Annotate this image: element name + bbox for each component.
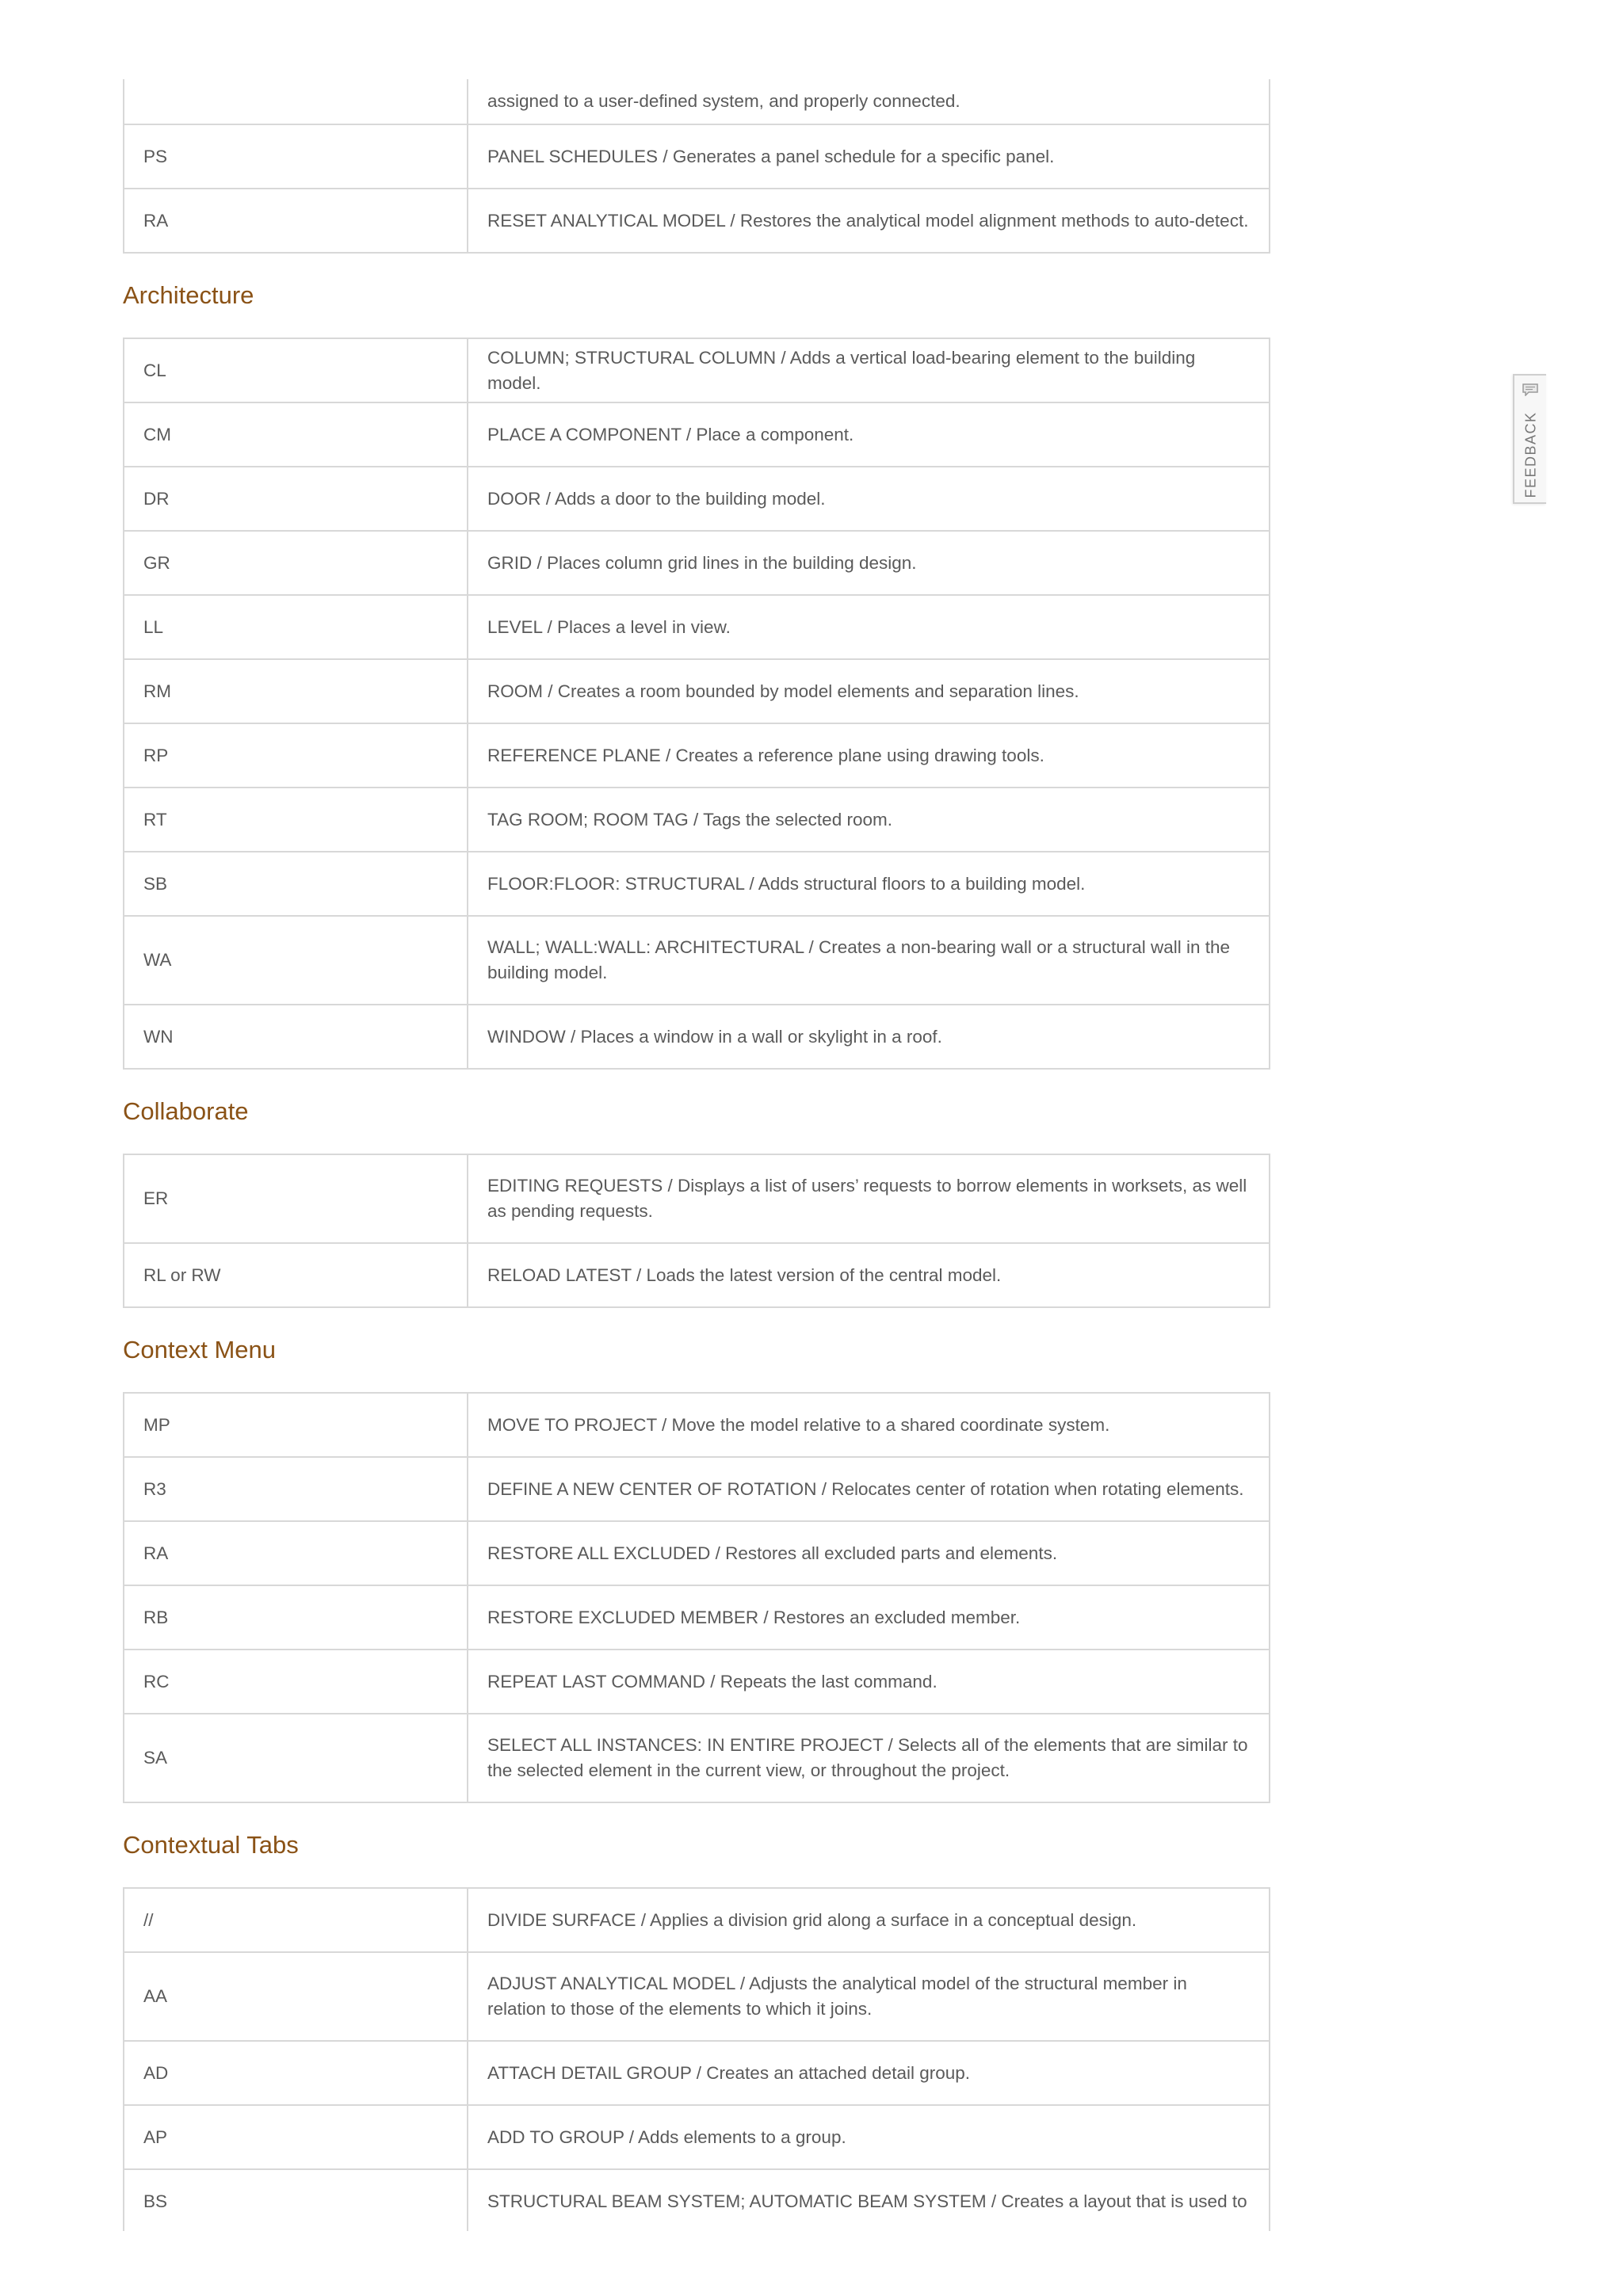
shortcut-description: ADJUST ANALYTICAL MODEL / Adjusts the analytical model of the structural member in relation to those of the elements to which it joins. (468, 1952, 1270, 2041)
table-row (124, 2041, 1270, 2105)
table-row (124, 79, 1270, 124)
shortcut-description: RESTORE ALL EXCLUDED / Restores all excluded parts and elements. (468, 1521, 1270, 1585)
shortcut-description: GRID / Places column grid lines in the building design. (468, 531, 1270, 595)
shortcut-key: // (124, 1888, 468, 1952)
table-row (124, 1714, 1270, 1802)
table-row (124, 2105, 1270, 2169)
shortcut-key: CL (124, 338, 468, 402)
shortcut-key: RL or RW (124, 1243, 468, 1307)
shortcut-key: RB (124, 1585, 468, 1650)
table-row (124, 124, 1270, 189)
section-title-context-menu: Context Menu (123, 1336, 276, 1363)
shortcut-key: WN (124, 1005, 468, 1069)
shortcut-key: MP (124, 1393, 468, 1457)
shortcut-description: STRUCTURAL BEAM SYSTEM; AUTOMATIC BEAM SYSTEM / Creates a layout that is used to (468, 2169, 1270, 2231)
shortcut-description: ROOM / Creates a room bounded by model elements and separation lines. (468, 659, 1270, 723)
speech-bubble-icon (1522, 383, 1538, 396)
shortcut-description: DIVIDE SURFACE / Applies a division grid along a surface in a conceptual design. (468, 1888, 1270, 1952)
table-row (124, 1521, 1270, 1585)
shortcut-key: RM (124, 659, 468, 723)
feedback-label: FEEDBACK (1522, 411, 1539, 498)
partial-shortcut-table (123, 79, 1270, 254)
table-row (124, 595, 1270, 659)
table-row (124, 723, 1270, 788)
shortcut-key: WA (124, 916, 468, 1005)
shortcut-key (124, 79, 468, 124)
shortcut-key: GR (124, 531, 468, 595)
shortcut-key: RC (124, 1650, 468, 1714)
shortcut-key: LL (124, 595, 468, 659)
section-title-collaborate: Collaborate (123, 1097, 249, 1125)
shortcut-key: CM (124, 402, 468, 467)
table-row (124, 1005, 1270, 1069)
shortcut-key: RT (124, 788, 468, 852)
shortcut-key: RA (124, 189, 468, 253)
table-row (124, 1888, 1270, 1952)
section-title-contextual-tabs: Contextual Tabs (123, 1831, 299, 1859)
shortcut-description: ATTACH DETAIL GROUP / Creates an attached detail group. (468, 2041, 1270, 2105)
shortcut-key: SA (124, 1714, 468, 1802)
shortcut-description: FLOOR:FLOOR: STRUCTURAL / Adds structural floors to a building model. (468, 852, 1270, 916)
table-row (124, 338, 1270, 402)
table-row (124, 531, 1270, 595)
table-row (124, 1393, 1270, 1457)
shortcut-description: RELOAD LATEST / Loads the latest version of the central model. (468, 1243, 1270, 1307)
shortcut-description: PLACE A COMPONENT / Place a component. (468, 402, 1270, 467)
table-row (124, 1650, 1270, 1714)
table-row (124, 189, 1270, 253)
shortcut-description: DOOR / Adds a door to the building model. (468, 467, 1270, 531)
context-menu-table (123, 1392, 1270, 1803)
table-row (124, 659, 1270, 723)
shortcut-description: TAG ROOM; ROOM TAG / Tags the selected room. (468, 788, 1270, 852)
table-row (124, 852, 1270, 916)
shortcut-description: EDITING REQUESTS / Displays a list of users’ requests to borrow elements in worksets, as well as pending requests. (468, 1154, 1270, 1243)
shortcut-key: R3 (124, 1457, 468, 1521)
table-row (124, 402, 1270, 467)
section-title-architecture: Architecture (123, 281, 254, 309)
shortcut-description: WALL; WALL:WALL: ARCHITECTURAL / Creates a non-bearing wall or a structural wall in the building model. (468, 916, 1270, 1005)
table-row (124, 1154, 1270, 1243)
collaborate-table (123, 1154, 1270, 1308)
shortcut-key: AP (124, 2105, 468, 2169)
shortcut-key: DR (124, 467, 468, 531)
shortcut-key: RA (124, 1521, 468, 1585)
table-row (124, 1585, 1270, 1650)
table-row (124, 467, 1270, 531)
shortcut-description: MOVE TO PROJECT / Move the model relative to a shared coordinate system. (468, 1393, 1270, 1457)
shortcut-key: AD (124, 2041, 468, 2105)
architecture-table (123, 338, 1270, 1070)
shortcut-description: DEFINE A NEW CENTER OF ROTATION / Relocates center of rotation when rotating elements. (468, 1457, 1270, 1521)
shortcut-description: SELECT ALL INSTANCES: IN ENTIRE PROJECT / Selects all of the elements that are similar to the selected element in the current view, or throughout the project. (468, 1714, 1270, 1802)
shortcut-key: BS (124, 2169, 468, 2231)
shortcut-description: PANEL SCHEDULES / Generates a panel schedule for a specific panel. (468, 124, 1270, 189)
shortcut-description: ADD TO GROUP / Adds elements to a group. (468, 2105, 1270, 2169)
shortcut-description: REFERENCE PLANE / Creates a reference plane using drawing tools. (468, 723, 1270, 788)
shortcut-description: RESTORE EXCLUDED MEMBER / Restores an excluded member. (468, 1585, 1270, 1650)
table-row (124, 788, 1270, 852)
shortcut-content (123, 79, 1270, 2231)
shortcut-description: REPEAT LAST COMMAND / Repeats the last command. (468, 1650, 1270, 1714)
table-row (124, 1457, 1270, 1521)
feedback-tab[interactable] (1513, 374, 1546, 504)
shortcut-description: RESET ANALYTICAL MODEL / Restores the analytical model alignment methods to auto-detect. (468, 189, 1270, 253)
shortcut-key: SB (124, 852, 468, 916)
shortcut-key: RP (124, 723, 468, 788)
shortcut-key: PS (124, 124, 468, 189)
shortcut-key: ER (124, 1154, 468, 1243)
shortcut-key: AA (124, 1952, 468, 2041)
shortcut-description: LEVEL / Places a level in view. (468, 595, 1270, 659)
contextual-tabs-table (123, 1887, 1270, 2231)
table-row (124, 2169, 1270, 2231)
table-row (124, 1952, 1270, 2041)
shortcut-description: COLUMN; STRUCTURAL COLUMN / Adds a vertical load-bearing element to the building model. (468, 338, 1270, 402)
table-row (124, 1243, 1270, 1307)
table-row (124, 916, 1270, 1005)
shortcut-description: assigned to a user-defined system, and properly connected. (468, 79, 1270, 124)
shortcut-description: WINDOW / Places a window in a wall or skylight in a roof. (468, 1005, 1270, 1069)
